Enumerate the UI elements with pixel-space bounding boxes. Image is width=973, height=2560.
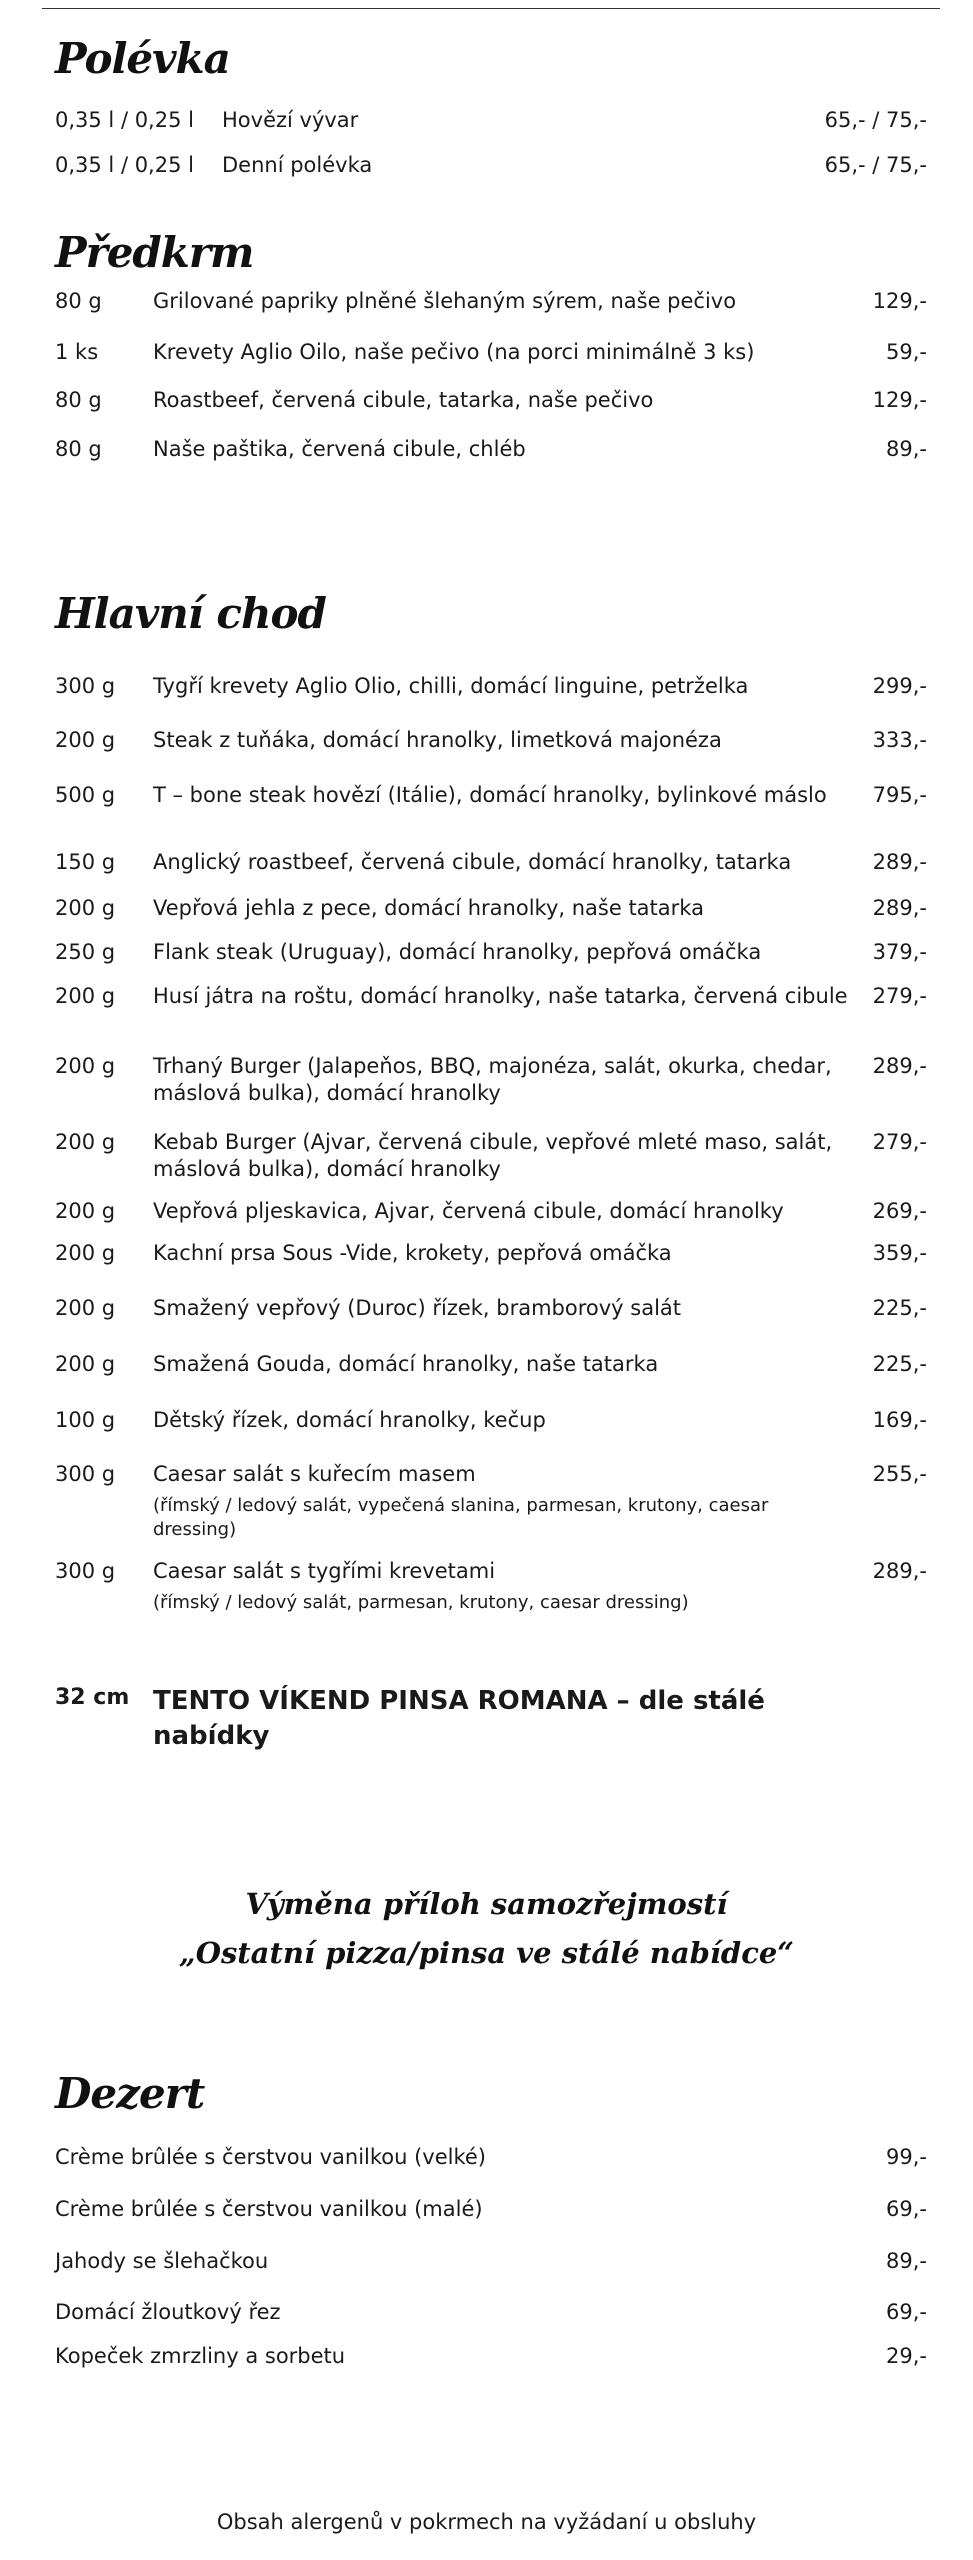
item-name: Hovězí vývar (222, 108, 359, 132)
item-name: Kopeček zmrzliny a sorbetu (55, 2344, 346, 2368)
item-price: 225,- (872, 1296, 927, 1320)
item-price: 169,- (872, 1408, 927, 1432)
item-quantity: 300 g (55, 674, 116, 698)
item-price: 359,- (872, 1241, 927, 1265)
item-quantity: 200 g (55, 984, 116, 1008)
item-quantity: 32 cm (55, 1685, 130, 1710)
item-name: Krevety Aglio Oilo, naše pečivo (na porci minimálně 3 ks) (153, 340, 755, 364)
item-quantity: 200 g (55, 1352, 116, 1376)
item-quantity: 200 g (55, 728, 116, 752)
item-price: 59,- (886, 340, 927, 364)
item-price: 379,- (872, 940, 927, 964)
item-quantity: 100 g (55, 1408, 116, 1432)
item-price: 289,- (872, 1559, 927, 1583)
item-name: Crème brûlée s čerstvou vanilkou (malé) (55, 2197, 483, 2221)
item-name: Steak z tuňáka, domácí hranolky, limetková majonéza (153, 728, 722, 752)
item-name: Grilované papriky plněné šlehaným sýrem, naše pečivo (153, 289, 737, 313)
item-name: Smažený vepřový (Duroc) řízek, bramborový salát (153, 1296, 682, 1320)
top-divider (42, 8, 940, 9)
item-name: Anglický roastbeef, červená cibule, domácí hranolky, tatarka (153, 850, 792, 874)
item-name: Kachní prsa Sous -Vide, krokety, pepřová omáčka (153, 1241, 672, 1265)
item-name: T – bone steak hovězí (Itálie), domácí hranolky, bylinkové máslo (153, 783, 827, 807)
item-price: 289,- (872, 1054, 927, 1078)
item-price: 225,- (872, 1352, 927, 1376)
item-name: Naše paštika, červená cibule, chléb (153, 437, 526, 461)
item-quantity: 80 g (55, 388, 102, 412)
item-name: Denní polévka (222, 153, 373, 177)
item-name: Crème brûlée s čerstvou vanilkou (velké) (55, 2145, 487, 2169)
item-name: Flank steak (Uruguay), domácí hranolky, pepřová omáčka (153, 940, 762, 964)
item-price: 129,- (872, 289, 927, 313)
item-price: 99,- (886, 2145, 927, 2169)
item-name: Smažená Gouda, domácí hranolky, naše tatarka (153, 1352, 659, 1376)
section-title-main: Hlavní chod (55, 589, 326, 638)
item-name: Dětský řízek, domácí hranolky, kečup (153, 1408, 546, 1432)
item-quantity: 1 ks (55, 340, 99, 364)
item-quantity: 200 g (55, 896, 116, 920)
item-quantity: 0,35 l / 0,25 l (55, 108, 194, 132)
item-name: TENTO VÍKEND PINSA ROMANA – dle stálé nabídky (153, 1686, 765, 1751)
item-description: (římský / ledový salát, vypečená slanina, parmesan, krutony, caesar dressing) (153, 1495, 769, 1540)
item-name: Caesar salát s kuřecím masem (153, 1462, 476, 1486)
item-name: Jahody se šlehačkou (55, 2249, 269, 2273)
section-title-dessert: Dezert (55, 2069, 205, 2118)
item-quantity: 250 g (55, 940, 116, 964)
item-quantity: 200 g (55, 1130, 116, 1154)
item-name: Roastbeef, červená cibule, tatarka, naše pečivo (153, 388, 654, 412)
item-price: 333,- (872, 728, 927, 752)
allergen-note: Obsah alergenů v pokrmech na vyžádaní u obsluhy (216, 2510, 757, 2534)
item-price: 65,- / 75,- (824, 153, 927, 177)
item-price: 65,- / 75,- (824, 108, 927, 132)
item-quantity: 300 g (55, 1559, 116, 1583)
item-price: 255,- (872, 1462, 927, 1486)
item-price: 279,- (872, 1130, 927, 1154)
item-description: (římský / ledový salát, parmesan, krutony, caesar dressing) (153, 1592, 689, 1613)
item-price: 795,- (872, 783, 927, 807)
item-name: Trhaný Burger (Jalapeňos, BBQ, majonéza, salát, okurka, chedar, máslová bulka), domácí hranolky (153, 1054, 832, 1105)
item-quantity: 80 g (55, 289, 102, 313)
item-quantity: 200 g (55, 1296, 116, 1320)
item-quantity: 500 g (55, 783, 116, 807)
item-price: 129,- (872, 388, 927, 412)
section-title-starter: Předkrm (55, 228, 254, 277)
item-quantity: 150 g (55, 850, 116, 874)
item-price: 279,- (872, 984, 927, 1008)
item-name: Caesar salát s tygřími krevetami (153, 1559, 496, 1583)
item-name: Husí játra na roštu, domácí hranolky, naše tatarka, červená cibule (153, 984, 848, 1008)
item-name: Vepřová jehla z pece, domácí hranolky, naše tatarka (153, 896, 704, 920)
item-quantity: 200 g (55, 1241, 116, 1265)
item-price: 89,- (886, 437, 927, 461)
item-price: 69,- (886, 2300, 927, 2324)
side-dish-note: Výměna příloh samozřejmostí (245, 1887, 728, 1921)
item-price: 299,- (872, 674, 927, 698)
item-price: 29,- (886, 2344, 927, 2368)
item-quantity: 200 g (55, 1054, 116, 1078)
item-quantity: 0,35 l / 0,25 l (55, 153, 194, 177)
item-price: 289,- (872, 896, 927, 920)
pizza-note: „Ostatní pizza/pinsa ve stálé nabídce“ (179, 1936, 794, 1970)
item-name: Kebab Burger (Ajvar, červená cibule, vepřové mleté maso, salát, máslová bulka), domácí hranolky (153, 1130, 833, 1181)
item-name: Vepřová pljeskavica, Ajvar, červená cibule, domácí hranolky (153, 1199, 784, 1223)
item-price: 89,- (886, 2249, 927, 2273)
item-name: Domácí žloutkový řez (55, 2300, 281, 2324)
item-quantity: 200 g (55, 1199, 116, 1223)
item-price: 289,- (872, 850, 927, 874)
section-title-soup: Polévka (55, 34, 230, 83)
item-price: 69,- (886, 2197, 927, 2221)
item-quantity: 300 g (55, 1462, 116, 1486)
item-quantity: 80 g (55, 437, 102, 461)
item-name: Tygří krevety Aglio Olio, chilli, domácí linguine, petrželka (153, 674, 749, 698)
item-price: 269,- (872, 1199, 927, 1223)
